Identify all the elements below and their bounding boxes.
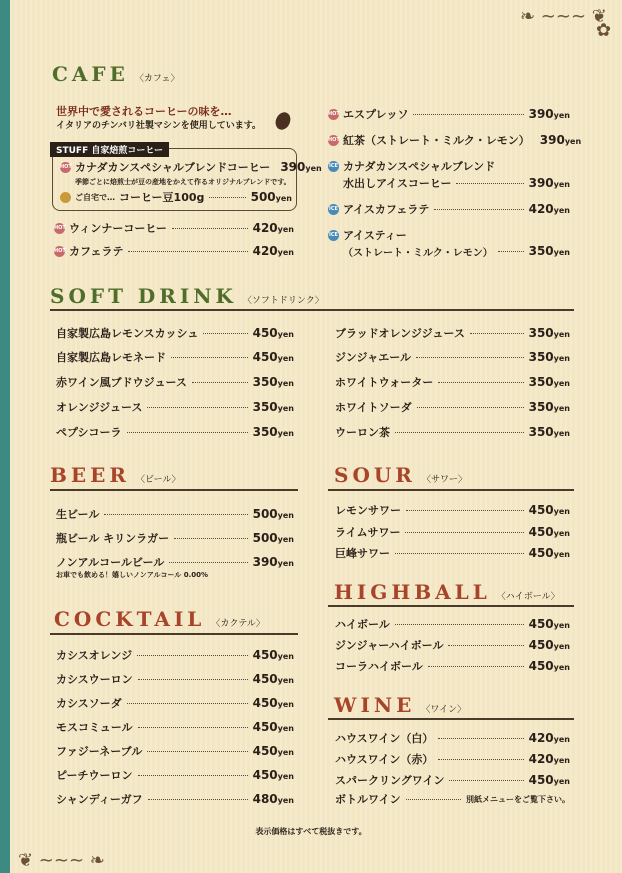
hot-icon: HOT — [328, 135, 339, 146]
currency-label: yen — [553, 642, 570, 651]
price-part: 500 — [252, 531, 278, 545]
menu-item — [56, 767, 294, 783]
dot-leader — [147, 751, 247, 752]
item-price — [253, 400, 294, 414]
wine-rule — [328, 718, 574, 720]
currency-label: yen — [277, 652, 294, 661]
currency-label: yen — [277, 559, 294, 568]
dot-leader — [137, 655, 247, 656]
menu-item — [335, 772, 570, 788]
item-price — [253, 744, 294, 758]
soft-drink-title: SOFT DRINK — [50, 284, 237, 308]
coffee-bean-icon — [273, 110, 293, 132]
menu-item — [56, 554, 294, 570]
item-name: ハイボール — [335, 618, 390, 631]
item-name: カシスソーダ — [56, 697, 122, 710]
price-part: 450 — [528, 659, 554, 673]
item-name: オレンジジュース — [56, 401, 143, 414]
menu-item — [56, 325, 294, 341]
item-price — [529, 731, 570, 745]
item-name: 生ビール — [56, 508, 100, 521]
price-part: 420 — [252, 244, 278, 258]
menu-item — [56, 671, 294, 687]
item-name: アイスティー — [343, 229, 407, 242]
dot-leader — [416, 357, 524, 358]
item-name: ハウスワイン（白） — [335, 732, 434, 745]
price-part: 450 — [252, 350, 278, 364]
menu-item — [335, 424, 570, 440]
item-name: アイスカフェラテ — [343, 203, 430, 216]
highball-title: HIGHBALL — [334, 580, 491, 604]
menu-item — [335, 751, 570, 767]
item-price — [529, 244, 570, 258]
currency-label: yen — [553, 550, 570, 559]
dot-leader — [127, 432, 248, 433]
wine-subtitle: 〈ワイン〉 — [421, 705, 467, 715]
currency-label: yen — [277, 429, 294, 438]
menu-item — [56, 424, 294, 440]
cocktail-title: COCKTAIL — [54, 607, 206, 631]
menu-item — [54, 243, 294, 259]
item-price — [529, 525, 570, 539]
item-price — [529, 176, 570, 190]
price-part: 450 — [528, 773, 554, 787]
menu-item-line2 — [343, 243, 570, 259]
vine-ornament-corner: ✿ — [596, 20, 612, 41]
currency-label: yen — [305, 164, 322, 173]
item-prefix: ご自宅で… — [75, 192, 115, 202]
hot-icon: HOT — [54, 246, 65, 257]
highball-subtitle: 〈ハイボール〉 — [496, 592, 560, 602]
menu-item — [335, 545, 570, 561]
dot-leader — [138, 679, 248, 680]
item-price — [253, 221, 294, 235]
cocktail-subtitle: 〈カクテル〉 — [211, 619, 265, 629]
item-price — [253, 350, 294, 364]
item-price — [529, 350, 570, 364]
menu-item — [56, 349, 294, 365]
item-price — [253, 555, 294, 569]
dot-leader — [138, 727, 248, 728]
dot-leader — [203, 333, 247, 334]
currency-label: yen — [277, 379, 294, 388]
sour-title: SOUR — [334, 463, 416, 487]
item-price — [529, 400, 570, 414]
price-part: 450 — [252, 720, 278, 734]
item-name: カナダカンスペシャルブレンドコーヒー — [75, 161, 271, 174]
menu-item — [335, 349, 570, 365]
dot-leader — [438, 759, 523, 760]
menu-item — [60, 159, 322, 175]
price-part: 390 — [539, 133, 565, 147]
beer-subtitle: 〈ビール〉 — [136, 475, 181, 485]
menu-item — [56, 374, 294, 390]
currency-label: yen — [553, 663, 570, 672]
stuff-item-note: 季節ごとに焙煎士が豆の産地をかえて作るオリジナルブレンドです。 — [75, 178, 291, 186]
dot-leader — [169, 562, 247, 563]
item-price — [540, 133, 581, 147]
price-part: 350 — [528, 425, 554, 439]
item-name: カフェラテ — [69, 245, 124, 258]
dot-leader — [192, 382, 248, 383]
item-name: コーラハイボール — [335, 660, 423, 673]
currency-label: yen — [553, 354, 570, 363]
cafe-intro-line2: イタリアのチンバリ社製マシンを使用しています。 — [56, 121, 261, 131]
vine-ornament-bottom-left: ❦ ~~~ ❧ — [18, 850, 105, 871]
currency-label: yen — [275, 194, 292, 203]
hot-icon: HOT — [54, 223, 65, 234]
price-part: 350 — [528, 375, 554, 389]
item-name: ホワイトソーダ — [335, 401, 412, 414]
price-part: 420 — [528, 202, 554, 216]
item-name: ホワイトウォーター — [335, 376, 434, 389]
item-price — [251, 190, 292, 204]
currency-label: yen — [553, 248, 570, 257]
ice-icon: ICE — [328, 230, 339, 241]
currency-label: yen — [553, 621, 570, 630]
item-name: カシスオレンジ — [56, 649, 133, 662]
item-price — [253, 696, 294, 710]
dot-leader — [395, 553, 524, 554]
hot-icon: HOT — [328, 109, 339, 120]
item-price — [529, 503, 570, 517]
item-name: ボトルワイン — [335, 793, 401, 806]
menu-item — [335, 399, 570, 415]
price-part: 350 — [528, 244, 554, 258]
item-price — [529, 202, 570, 216]
price-part: 450 — [528, 503, 554, 517]
soft-drink-subtitle: 〈ソフトドリンク〉 — [242, 296, 324, 306]
currency-label: yen — [553, 330, 570, 339]
sour-rule — [328, 489, 574, 491]
currency-label: yen — [564, 137, 582, 146]
price-part: 450 — [252, 768, 278, 782]
currency-label: yen — [553, 529, 570, 538]
currency-label: yen — [277, 772, 294, 781]
currency-label: yen — [553, 111, 570, 120]
soft-drink-rule — [50, 309, 574, 311]
currency-label: yen — [553, 404, 570, 413]
dot-leader — [171, 357, 248, 358]
item-name: ライムサワー — [335, 526, 401, 539]
currency-label: yen — [277, 796, 294, 805]
menu-item — [56, 530, 294, 546]
item-name: ノンアルコールビール — [56, 556, 165, 569]
currency-label: yen — [277, 748, 294, 757]
beer-rule — [50, 489, 298, 491]
ice-icon: ICE — [328, 204, 339, 215]
currency-label: yen — [277, 248, 294, 257]
dot-leader — [449, 780, 523, 781]
sour-subtitle: 〈サワー〉 — [421, 475, 467, 485]
soft-drink-heading — [50, 284, 324, 308]
currency-label: yen — [553, 180, 570, 189]
dot-leader — [148, 799, 248, 800]
price-part: 350 — [252, 375, 278, 389]
dot-leader — [434, 209, 523, 210]
currency-label: yen — [277, 535, 294, 544]
item-name: カシスウーロン — [56, 673, 133, 686]
price-part: 420 — [528, 731, 554, 745]
price-part: 450 — [528, 525, 554, 539]
beer-title: BEER — [50, 463, 131, 487]
currency-label: yen — [277, 225, 294, 234]
dot-leader — [406, 510, 524, 511]
price-part: 350 — [528, 326, 554, 340]
item-price — [253, 425, 294, 439]
menu-item — [335, 374, 570, 390]
item-price — [253, 672, 294, 686]
price-part: 500 — [250, 190, 276, 204]
dot-leader — [413, 114, 523, 115]
dot-leader — [470, 333, 524, 334]
price-part: 450 — [252, 744, 278, 758]
dot-leader — [438, 738, 523, 739]
currency-label: yen — [277, 724, 294, 733]
item-name: ジンジャエール — [335, 351, 412, 364]
cocktail-heading — [54, 607, 265, 631]
currency-label: yen — [553, 777, 570, 786]
item-name: カナダカンスペシャルブレンド — [343, 160, 496, 173]
cafe-intro-line1: 世界中で愛されるコーヒーの味を… — [56, 105, 232, 118]
item-name: 赤ワイン風ブドウジュース — [56, 376, 187, 389]
price-part: 390 — [528, 107, 554, 121]
dot-leader — [104, 514, 247, 515]
tax-note: 表示価格はすべて税抜きです。 — [255, 827, 367, 836]
highball-heading — [334, 580, 560, 604]
menu-item — [54, 220, 294, 236]
price-part: 450 — [252, 672, 278, 686]
menu-item — [335, 524, 570, 540]
item-price — [529, 326, 570, 340]
menu-item — [335, 502, 570, 518]
currency-label: yen — [553, 507, 570, 516]
item-price — [253, 720, 294, 734]
price-part: 390 — [528, 176, 554, 190]
item-price — [529, 375, 570, 389]
price-part: 450 — [252, 696, 278, 710]
item-price — [253, 507, 294, 521]
item-price — [529, 752, 570, 766]
item-price — [253, 531, 294, 545]
beer-note: お車でも飲める！嬉しいノンアルコール 0.00% — [56, 571, 209, 579]
price-part: 500 — [252, 507, 278, 521]
item-name: ファジーネーブル — [56, 745, 143, 758]
item-price — [529, 638, 570, 652]
currency-label: yen — [553, 735, 570, 744]
dot-leader — [438, 382, 523, 383]
item-price — [253, 244, 294, 258]
item-name: ピーチウーロン — [56, 769, 133, 782]
menu-item — [328, 201, 570, 217]
cafe-title: CAFE — [52, 62, 129, 86]
highball-rule — [328, 605, 574, 607]
price-part: 450 — [252, 648, 278, 662]
dot-leader — [498, 251, 524, 252]
item-price — [253, 792, 294, 806]
item-name-2: （ストレート・ミルク・レモン） — [343, 247, 493, 259]
price-part: 350 — [252, 400, 278, 414]
price-part: 390 — [252, 555, 278, 569]
menu-item — [56, 791, 294, 807]
currency-label: yen — [277, 676, 294, 685]
bag-icon — [60, 192, 71, 203]
menu-item-line1 — [328, 227, 570, 243]
item-name-2: 水出しアイスコーヒー — [343, 177, 452, 190]
item-price — [253, 768, 294, 782]
menu-item — [335, 637, 570, 653]
item-name: シャンディーガフ — [56, 793, 143, 806]
price-part: 450 — [528, 617, 554, 631]
menu-item — [335, 730, 570, 746]
wine-heading — [334, 693, 466, 717]
dot-leader — [128, 251, 247, 252]
dot-leader — [395, 624, 524, 625]
price-part: 420 — [528, 752, 554, 766]
item-name: モスコミュール — [56, 721, 133, 734]
item-name: ハウスワイン（赤） — [335, 753, 434, 766]
item-price — [253, 326, 294, 340]
price-part: 350 — [528, 400, 554, 414]
vine-ornament-top-right: ❧ ~~~ ❦ — [520, 6, 607, 27]
menu-item — [56, 647, 294, 663]
item-price — [529, 659, 570, 673]
cocktail-rule — [50, 633, 298, 635]
menu-item — [335, 616, 570, 632]
dot-leader — [405, 532, 523, 533]
price-part: 350 — [252, 425, 278, 439]
cafe-subtitle: 〈カフェ〉 — [134, 74, 180, 84]
price-part: 450 — [252, 326, 278, 340]
item-price — [529, 773, 570, 787]
item-price — [253, 375, 294, 389]
price-part: 350 — [528, 350, 554, 364]
ice-icon: ICE — [328, 161, 339, 172]
price-part: 420 — [252, 221, 278, 235]
item-price: 別紙メニューをご覧下さい。 — [466, 794, 570, 804]
dot-leader — [127, 703, 248, 704]
menu-item-line2 — [343, 175, 570, 191]
dot-leader — [448, 645, 523, 646]
item-name: 巨峰サワー — [335, 547, 390, 560]
item-name: 自家製広島レモンスカッシュ — [56, 327, 199, 340]
dot-leader — [417, 407, 524, 408]
dot-leader — [406, 799, 461, 800]
item-name: 瓶ビール キリンラガー — [56, 532, 170, 545]
item-name: ウィンナーコーヒー — [69, 222, 167, 235]
wine-title: WINE — [334, 693, 416, 717]
currency-label: yen — [553, 429, 570, 438]
cafe-heading — [52, 62, 179, 86]
menu-item — [335, 325, 570, 341]
menu-item — [56, 399, 294, 415]
item-name: 紅茶（ストレート・ミルク・レモン） — [343, 134, 530, 147]
item-name: 自家製広島レモネード — [56, 351, 166, 364]
item-name: ペプシコーラ — [56, 426, 122, 439]
currency-label: yen — [553, 379, 570, 388]
menu-item — [56, 506, 294, 522]
dot-leader — [209, 197, 245, 198]
menu-item — [335, 658, 570, 674]
dot-leader — [172, 228, 248, 229]
dot-leader — [147, 407, 247, 408]
menu-item — [60, 189, 292, 205]
currency-label: yen — [277, 404, 294, 413]
item-price — [529, 107, 570, 121]
currency-label: yen — [277, 354, 294, 363]
sour-heading — [334, 463, 467, 487]
item-name: レモンサワー — [335, 504, 401, 517]
currency-label: yen — [277, 700, 294, 709]
price-part: 480 — [252, 792, 278, 806]
dot-leader — [456, 183, 523, 184]
menu-item — [56, 743, 294, 759]
menu-item-line1 — [328, 158, 570, 174]
item-price — [529, 546, 570, 560]
item-name: ブラッドオレンジジュース — [335, 327, 465, 340]
menu-item — [335, 791, 570, 807]
item-name: エスプレッソ — [343, 108, 409, 121]
item-name: スパークリングワイン — [335, 774, 445, 787]
item-price — [280, 160, 321, 174]
stuff-label: STUFF 自家焙煎コーヒー — [50, 142, 169, 157]
currency-label: yen — [553, 206, 570, 215]
currency-label: yen — [553, 756, 570, 765]
item-price — [529, 617, 570, 631]
item-name: ウーロン茶 — [335, 426, 390, 439]
menu-item — [328, 132, 582, 148]
item-price — [529, 425, 570, 439]
menu-item — [328, 106, 570, 122]
dot-leader — [138, 775, 248, 776]
hot-icon: HOT — [60, 162, 71, 173]
price-part: 450 — [528, 638, 554, 652]
price-part: 390 — [280, 160, 306, 174]
item-price — [253, 648, 294, 662]
menu-item — [56, 719, 294, 735]
dot-leader — [174, 538, 247, 539]
menu-item — [56, 695, 294, 711]
beer-heading — [50, 463, 180, 487]
dot-leader — [395, 432, 524, 433]
item-name: ジンジャーハイボール — [335, 639, 444, 652]
currency-label: yen — [277, 330, 294, 339]
dot-leader — [428, 666, 524, 667]
currency-label: yen — [277, 511, 294, 520]
price-part: 450 — [528, 546, 554, 560]
item-name: コーヒー豆100g — [119, 191, 205, 204]
